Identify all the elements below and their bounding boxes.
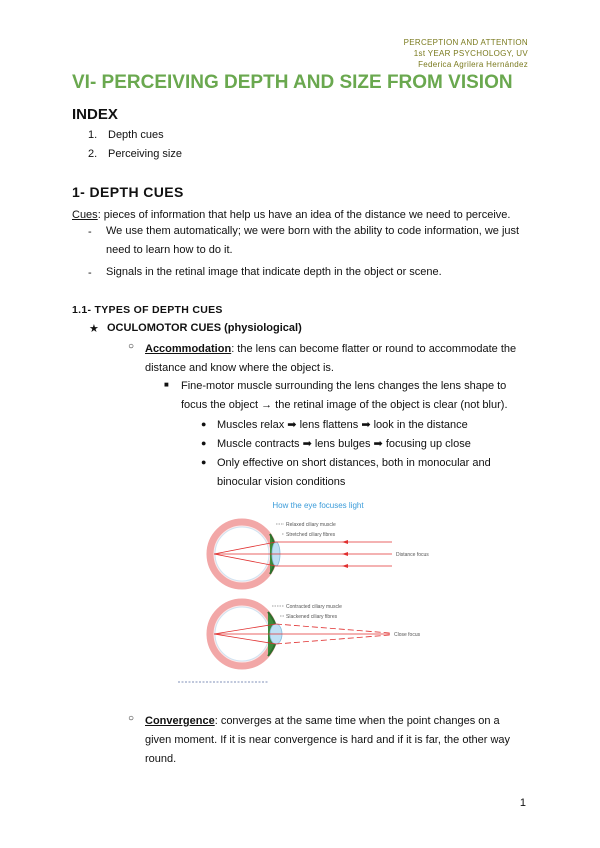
label-slackened-fibres: Slackened ciliary fibres bbox=[286, 614, 338, 620]
header-year: 1st YEAR PSYCHOLOGY, UV bbox=[413, 49, 528, 58]
dot-bullet-icon: ● bbox=[201, 457, 207, 467]
index-heading: INDEX bbox=[72, 106, 118, 123]
page-number: 1 bbox=[519, 797, 526, 809]
cues-term: Cues bbox=[72, 209, 98, 221]
index-item: 2. Perceiving size bbox=[88, 148, 182, 160]
accommodation-term: Accommodation bbox=[145, 343, 232, 355]
fine-motor-item: Fine-motor muscle surrounding the lens changes the lens shape to focus the object → the retinal image of the object is clear (not blur). bbox=[181, 380, 508, 411]
square-bullet-icon: ■ bbox=[164, 380, 169, 389]
dash-bullet: - bbox=[88, 226, 92, 238]
label-relaxed-muscle: Relaxed ciliary muscle bbox=[286, 522, 336, 528]
diagram-title: How the eye focuses light bbox=[272, 501, 364, 510]
eye-close-focus bbox=[210, 602, 421, 666]
cues-point-automatic: We use them automatically; we were born with the ability to code information, we just need to learn how to do it. bbox=[106, 225, 520, 256]
label-distance-focus: Distance focus bbox=[396, 552, 429, 558]
label-close-focus: Close focus bbox=[394, 632, 421, 638]
header-author: Federica Agrilera Hernández bbox=[418, 60, 528, 69]
convergence-item: Convergence: converges at the same time when the point changes on a given moment. If it is near convergence is hard and if it is far, the other way round. bbox=[145, 715, 511, 765]
accommodation-item: Accommodation: the lens can become flatter or round to accommodate the distance and know where the object is. bbox=[145, 343, 517, 374]
section-heading-depth-cues: 1- DEPTH CUES bbox=[72, 184, 184, 200]
header-course: PERCEPTION AND ATTENTION bbox=[403, 38, 528, 47]
circle-bullet-icon: ○ bbox=[128, 713, 135, 724]
dot-bullet-icon: ● bbox=[201, 419, 207, 429]
index-list bbox=[88, 126, 182, 164]
label-contracted-muscle: Contracted ciliary muscle bbox=[286, 604, 342, 610]
muscles-relax-item: Muscles relax ➡ lens flattens ➡ look in the distance bbox=[217, 419, 468, 431]
muscle-contracts-item: Muscle contracts ➡ lens bulges ➡ focusing up close bbox=[217, 438, 471, 450]
subsection-heading-types: 1.1- TYPES OF DEPTH CUES bbox=[72, 304, 223, 316]
convergence-term: Convergence bbox=[145, 715, 215, 727]
label-stretched-fibres: Stretched ciliary fibres bbox=[286, 532, 336, 538]
cues-definition: Cues: pieces of information that help us have an idea of the distance we need to perceive. bbox=[72, 209, 511, 221]
index-item: 1. Depth cues bbox=[88, 129, 164, 141]
circle-bullet-icon: ○ bbox=[128, 341, 135, 352]
eye-distance-focus bbox=[210, 522, 429, 586]
dot-bullet-icon: ● bbox=[201, 438, 207, 448]
star-bullet-icon: ★ bbox=[89, 323, 99, 335]
eye-focus-diagram bbox=[172, 494, 464, 688]
document-title: VI- PERCEIVING DEPTH AND SIZE FROM VISION bbox=[72, 72, 513, 93]
short-distance-item: Only effective on short distances, both in monocular and binocular vision conditions bbox=[217, 457, 491, 488]
cues-point-signals: Signals in the retinal image that indicate depth in the object or scene. bbox=[106, 266, 442, 278]
oculomotor-heading: OCULOMOTOR CUES (physiological) bbox=[107, 322, 302, 334]
page-header bbox=[404, 37, 528, 70]
dash-bullet: - bbox=[88, 267, 92, 279]
